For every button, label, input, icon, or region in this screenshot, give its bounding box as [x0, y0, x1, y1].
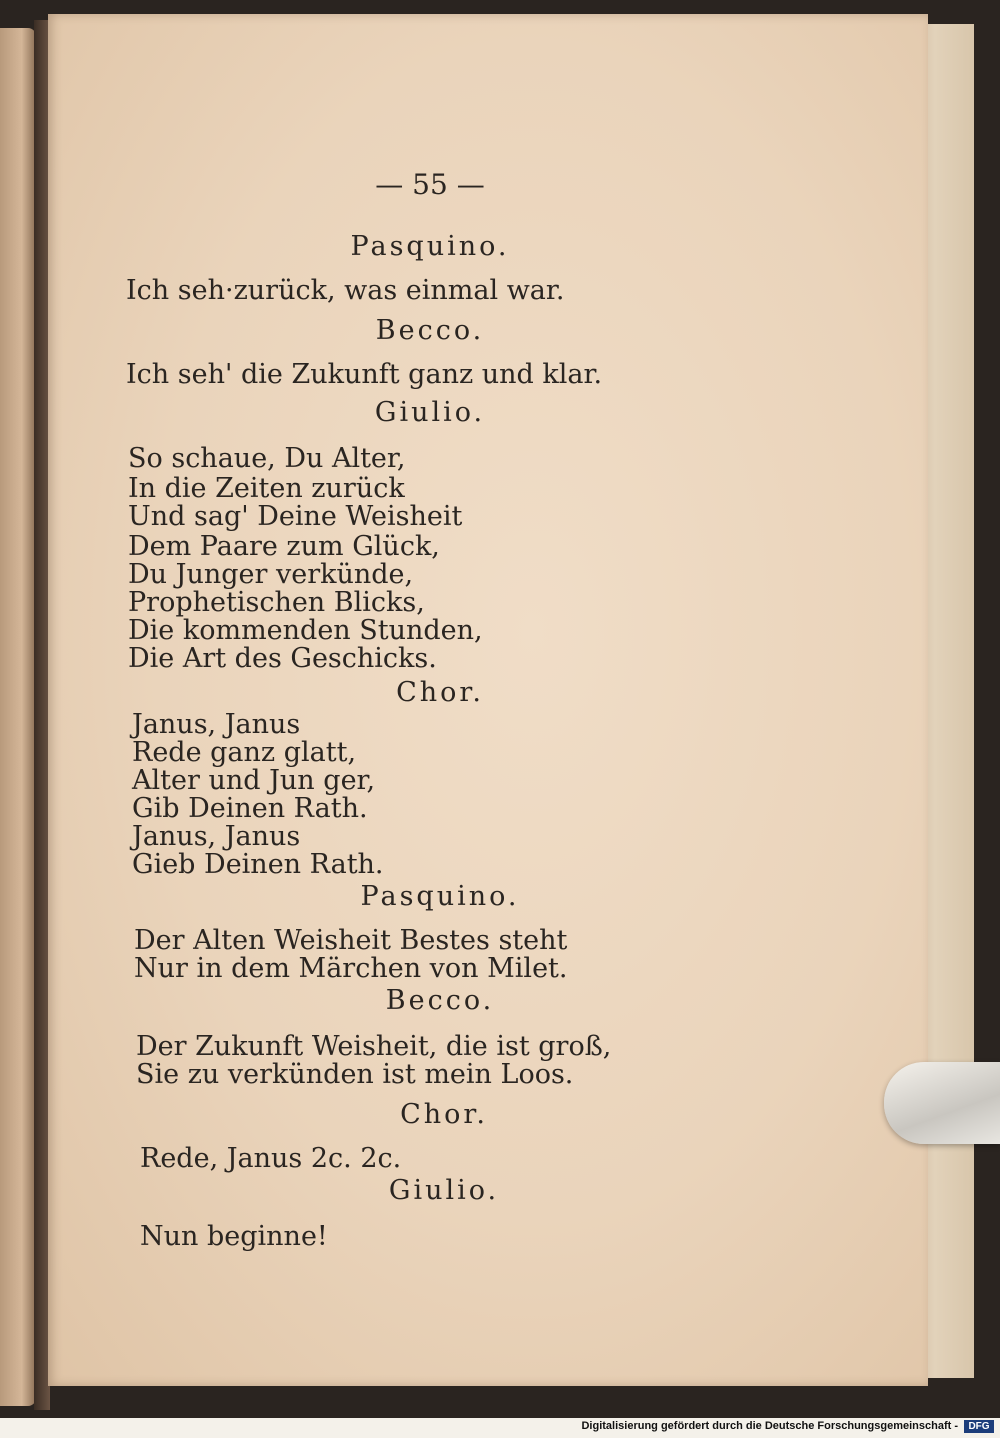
- speaker-becco-1: Becco.: [375, 315, 485, 346]
- dfg-logo: DFG: [964, 1420, 994, 1433]
- verse-1-line: Die Art des Geschicks.: [128, 643, 437, 674]
- verse-4-line: Der Zukunft Weisheit, die ist groß,: [136, 1031, 612, 1062]
- page-number: — 55 —: [375, 168, 485, 201]
- verse-2-line: Janus, Janus: [132, 821, 301, 852]
- line-2: Ich seh' die Zukunft ganz und klar.: [126, 359, 603, 390]
- left-page-edge: [0, 28, 36, 1406]
- verse-2-line: Rede ganz glatt,: [132, 737, 357, 768]
- line-4: Nun beginne!: [140, 1221, 328, 1252]
- line-3: Rede, Janus 2c. 2c.: [140, 1143, 402, 1174]
- verse-3-line: Nur in dem Märchen von Milet.: [134, 953, 568, 984]
- verse-1-line: So schaue, Du Alter,: [128, 443, 406, 474]
- verse-1-line: Prophetischen Blicks,: [128, 587, 425, 618]
- page-clip: [884, 1062, 1000, 1144]
- verse-3-line: Der Alten Weisheit Bestes steht: [134, 925, 568, 956]
- verse-2-line: Alter und Jun ger,: [132, 765, 376, 796]
- verse-2-line: Gieb Deinen Rath.: [132, 849, 384, 880]
- verse-1-line: Du Junger verkünde,: [128, 559, 414, 590]
- verse-2-line: Janus, Janus: [132, 709, 301, 740]
- line-1: Ich seh·zurück, was einmal war.: [126, 275, 565, 306]
- speaker-giulio-2: Giulio.: [388, 1175, 500, 1206]
- verse-1-line: Dem Paare zum Glück,: [128, 531, 440, 562]
- speaker-chor-1: Chor.: [396, 677, 484, 708]
- speaker-chor-2: Chor.: [400, 1099, 488, 1130]
- verse-1-line: Und sag' Deine Weisheit: [128, 501, 463, 532]
- verse-1-line: In die Zeiten zurück: [128, 473, 405, 504]
- verse-4-line: Sie zu verkünden ist mein Loos.: [136, 1059, 574, 1090]
- speaker-giulio-1: Giulio.: [374, 397, 486, 428]
- speaker-pasquino-1: Pasquino.: [350, 231, 510, 262]
- speaker-pasquino-2: Pasquino.: [360, 881, 520, 912]
- speaker-becco-2: Becco.: [385, 985, 495, 1016]
- verse-1-line: Die kommenden Stunden,: [128, 615, 483, 646]
- funding-credit: Digitalisierung gefördert durch die Deutsche Forschungsgemeinschaft -: [581, 1420, 958, 1432]
- verse-2-line: Gib Deinen Rath.: [132, 793, 368, 824]
